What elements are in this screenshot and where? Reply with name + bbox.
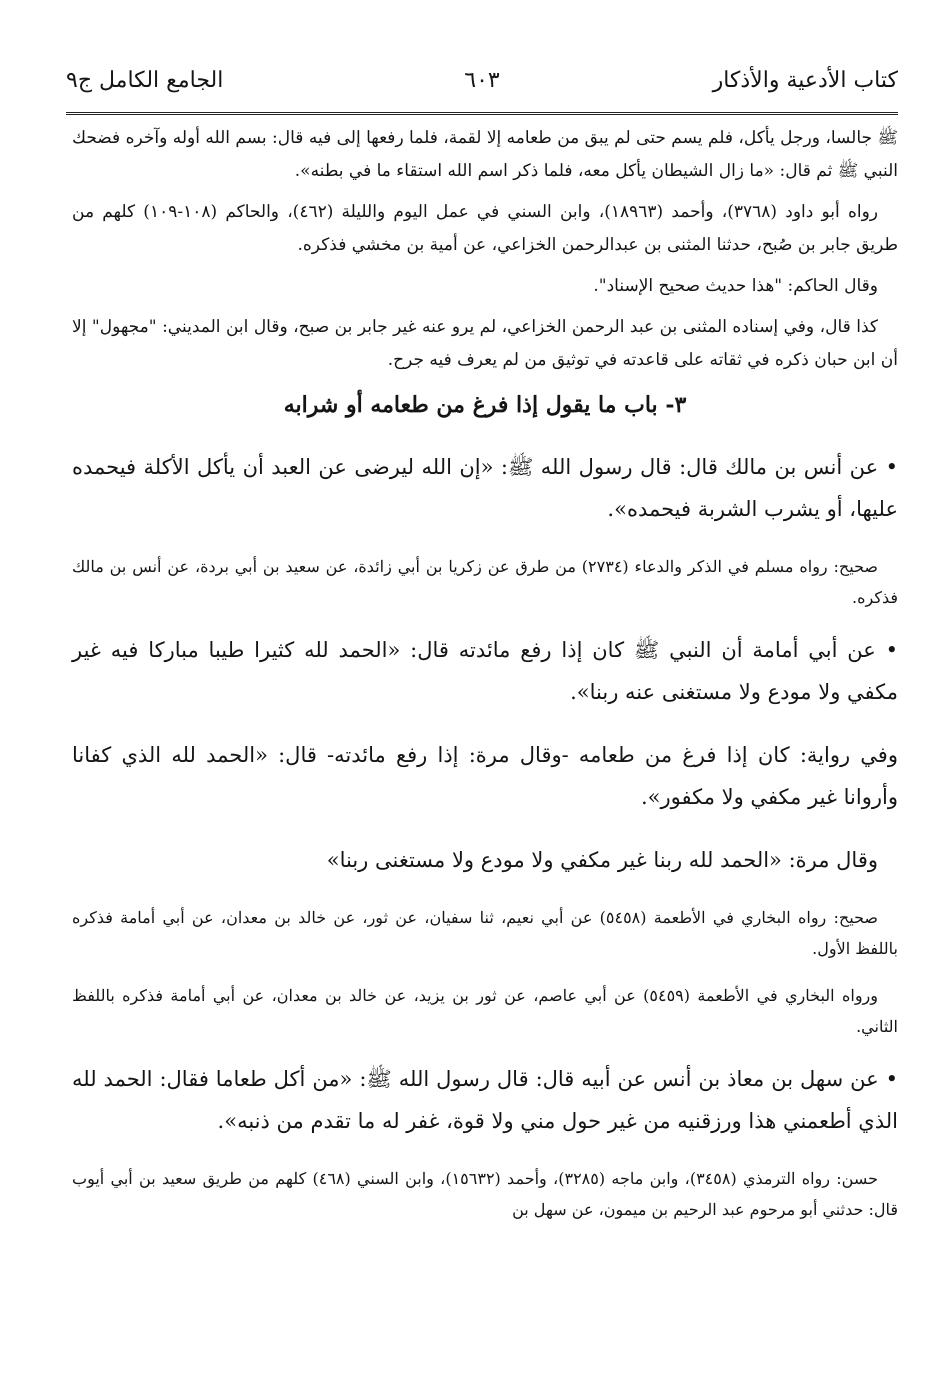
page-body <box>72 122 898 1241</box>
header-divider <box>66 112 898 115</box>
hakim-statement: وقال الحاكم: "هذا حديث صحيح الإسناد". <box>593 276 878 296</box>
page-number: ٦٠٣ <box>464 68 500 93</box>
narration-variant: وفي رواية: كان إذا فرغ من طعامه -وقال مرة: إذا رفع مائدته- قال: «الحمد لله الذي كفانا وأروانا غير مكفي ولا مكفور». <box>72 743 898 809</box>
chapter-heading: ٣- باب ما يقول إذا فرغ من طعامه أو شرابه <box>283 392 687 418</box>
hadith-sahl: • عن سهل بن معاذ بن أنس عن أبيه قال: قال رسول الله ﷺ: «من أكل طعاما فقال: الحمد لله الذي أطعمني هذا ورزقنيه من غير حول مني ولا قوة، غفر له ما تقدم من ذنبه». <box>72 1067 898 1133</box>
hadith-abu-umama: • عن أبي أمامة أن النبي ﷺ كان إذا رفع مائدته قال: «الحمد لله كثيرا طيبا مباركا فيه غير مكفي ولا مودع ولا مستغنى عنه ربنا». <box>72 638 898 704</box>
narration-variant-2: وقال مرة: «الحمد لله ربنا غير مكفي ولا مودع ولا مستغنى ربنا» <box>326 848 878 872</box>
grading-anas: صحيح: رواه مسلم في الذكر والدعاء (٢٧٣٤) من طرق عن زكريا بن أبي زائدة، عن سعيد بن أبي بردة، عن أنس بن مالك فذكره. <box>72 557 898 607</box>
grading-sahl: حسن: رواه الترمذي (٣٤٥٨)، وابن ماجه (٣٢٨٥)، وأحمد (١٥٦٣٢)، وابن السني (٤٦٨) كلهم من طريق سعيد بن أبي أيوب قال: حدثني أبو مرحوم عبد الرحيم بن ميمون، عن سهل بن <box>72 1169 898 1219</box>
grading-abu-umama: صحيح: رواه البخاري في الأطعمة (٥٤٥٨) عن أبي نعيم، ثنا سفيان، عن ثور، عن خالد بن معدان، عن أبي أمامة فذكره باللفظ الأول. <box>72 908 898 958</box>
commentary-paragraph: كذا قال، وفي إسناده المثنى بن عبد الرحمن الخزاعي، لم يرو عنه غير جابر بن صبح، وقال ابن المديني: "مجهول" إلا أن ابن حبان ذكره في ثقاته على قاعدته في توثيق من لم يعرف فيه جرح. <box>72 317 898 370</box>
collection-title: الجامع الكامل ج٩ <box>66 68 224 93</box>
hadith-continuation: ﷺ جالسا، ورجل يأكل، فلم يسم حتى لم يبق من طعامه إلا لقمة، فلما رفعها إلى فيه قال: بسم الله أوله وآخره فضحك النبي ﷺ ثم قال: «ما زال الشيطان يأكل معه، فلما ذكر اسم الله استقاء ما في بطنه». <box>72 128 898 181</box>
page-header <box>66 58 898 104</box>
takhrij-paragraph: رواه أبو داود (٣٧٦٨)، وأحمد (١٨٩٦٣)، وابن السني في عمل اليوم والليلة (٤٦٢)، والحاكم (١٠٨-١٠٩) كلهم من طريق جابر بن صُبح، حدثنا المثنى بن عبدالرحمن الخزاعي، عن أمية بن مخشي فذكره. <box>72 202 898 255</box>
bukhari-second-chain: ورواه البخاري في الأطعمة (٥٤٥٩) عن أبي عاصم، عن ثور بن يزيد، عن خالد بن معدان، عن أبي أمامة فذكره باللفظ الثاني. <box>72 986 898 1036</box>
book-title: كتاب الأدعية والأذكار <box>712 68 898 93</box>
hadith-anas: • عن أنس بن مالك قال: قال رسول الله ﷺ: «إن الله ليرضى عن العبد أن يأكل الأكلة فيحمده عليها، أو يشرب الشربة فيحمده». <box>72 455 898 521</box>
